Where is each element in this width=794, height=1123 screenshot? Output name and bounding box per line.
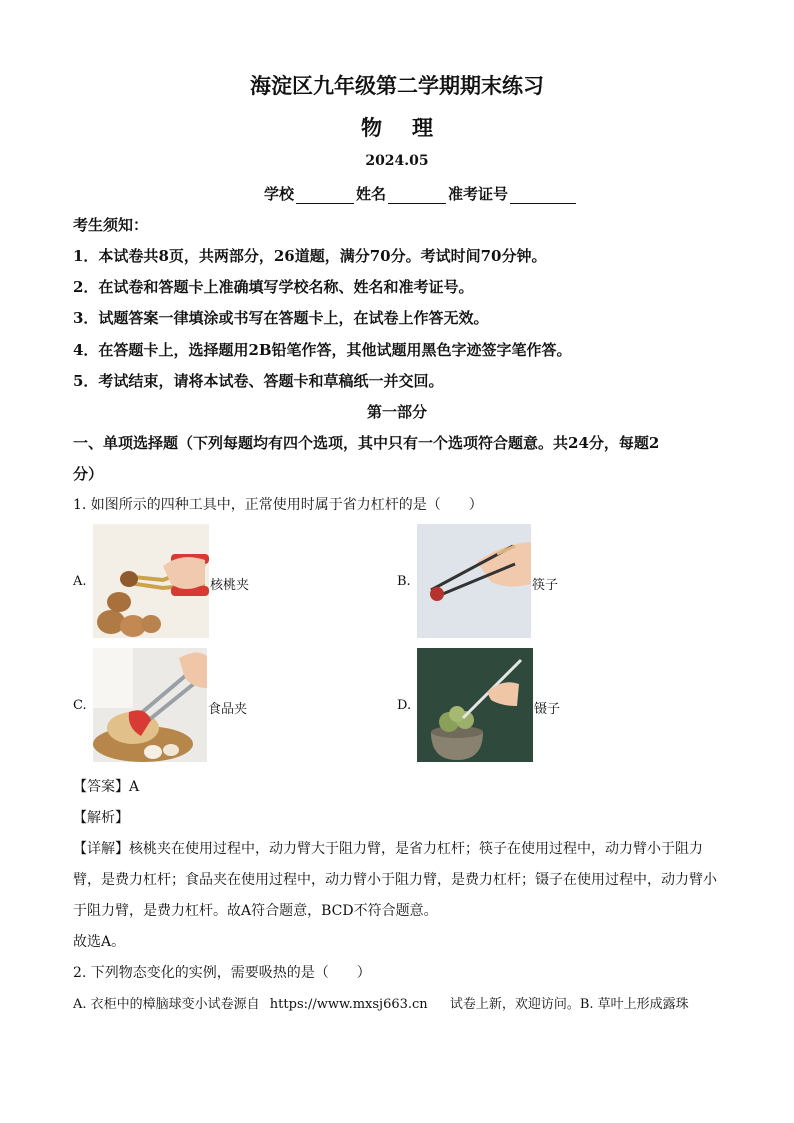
- name-blank: [388, 189, 446, 204]
- option-label: 筷子: [532, 578, 559, 593]
- option-letter: C.: [73, 698, 87, 713]
- notice-item: 4．在答题卡上，选择题用2B铅笔作答，其他试题用黑色字迹签字笔作答。: [73, 341, 572, 359]
- option-a-start: A. 衣柜中的樟脑球变小试卷源自: [73, 997, 260, 1012]
- exam-title: 海淀区九年级第二学期期末练习: [250, 73, 544, 98]
- detail-line: 【详解】核桃夹在使用过程中，动力臂大于阻力臂，是省力杠杆；筷子在使用过程中，动力臂小于阻力: [73, 841, 703, 857]
- detail-line: 于阻力臂，是费力杠杆。故A符合题意，BCD不符合题意。: [73, 903, 438, 919]
- chopsticks-image: [417, 524, 531, 638]
- question-stem: 2. 下列物态变化的实例，需要吸热的是（ ）: [73, 965, 371, 981]
- option-label: 核桃夹: [210, 578, 250, 593]
- section-heading: 一、单项选择题（下列每题均有四个选项，其中只有一个选项符合题意。共24分，每题2: [73, 434, 660, 452]
- id-blank: [510, 189, 576, 204]
- tweezers-image: [417, 648, 533, 762]
- notice-item: 2．在试卷和答题卡上准确填写学校名称、姓名和准考证号。: [73, 278, 474, 296]
- school-field-label: 学校: [264, 185, 295, 203]
- question-stem: 1. 如图所示的四种工具中，正常使用时属于省力杠杆的是（ ）: [73, 497, 483, 513]
- exam-date: 2024.05: [365, 153, 429, 169]
- option-a-line: [73, 993, 689, 1012]
- candidate-fields: [264, 183, 578, 204]
- option-letter: A.: [73, 574, 87, 589]
- source-url[interactable]: https://www.mxsj663.cn: [269, 997, 428, 1012]
- detail-line: 臂，是费力杠杆；食品夹在使用过程中，动力臂小于阻力臂，是费力杠杆；镊子在使用过程中，动力臂小: [73, 872, 717, 888]
- part-heading: 第一部分: [366, 403, 427, 421]
- option-letter: B.: [397, 574, 411, 589]
- option-a-end: 试卷上新，欢迎访问。B. 草叶上形成露珠: [449, 997, 689, 1012]
- notice-heading: 考生须知：: [73, 216, 149, 234]
- id-field-label: 准考证号: [448, 185, 509, 203]
- school-blank: [296, 189, 354, 204]
- option-label: 食品夹: [208, 702, 248, 717]
- analysis-tag: 【解析】: [73, 810, 129, 826]
- option-letter: D.: [397, 698, 412, 713]
- subject-title: 物理: [361, 115, 463, 140]
- option-label: 镊子: [534, 702, 561, 717]
- conclusion: 故选A。: [73, 934, 126, 950]
- nutcracker-image: [93, 524, 209, 638]
- notice-item: 3．试题答案一律填涂或书写在答题卡上，在试卷上作答无效。: [73, 309, 489, 327]
- answer: 【答案】A: [73, 779, 140, 795]
- section-heading-cont: 分）: [73, 465, 104, 483]
- notice-item: 1．本试卷共8页，共两部分，26道题，满分70分。考试时间70分钟。: [73, 247, 547, 265]
- food-tongs-image: [93, 648, 207, 762]
- notice-item: 5．考试结束，请将本试卷、答题卡和草稿纸一并交回。: [73, 372, 444, 390]
- name-field-label: 姓名: [356, 185, 387, 203]
